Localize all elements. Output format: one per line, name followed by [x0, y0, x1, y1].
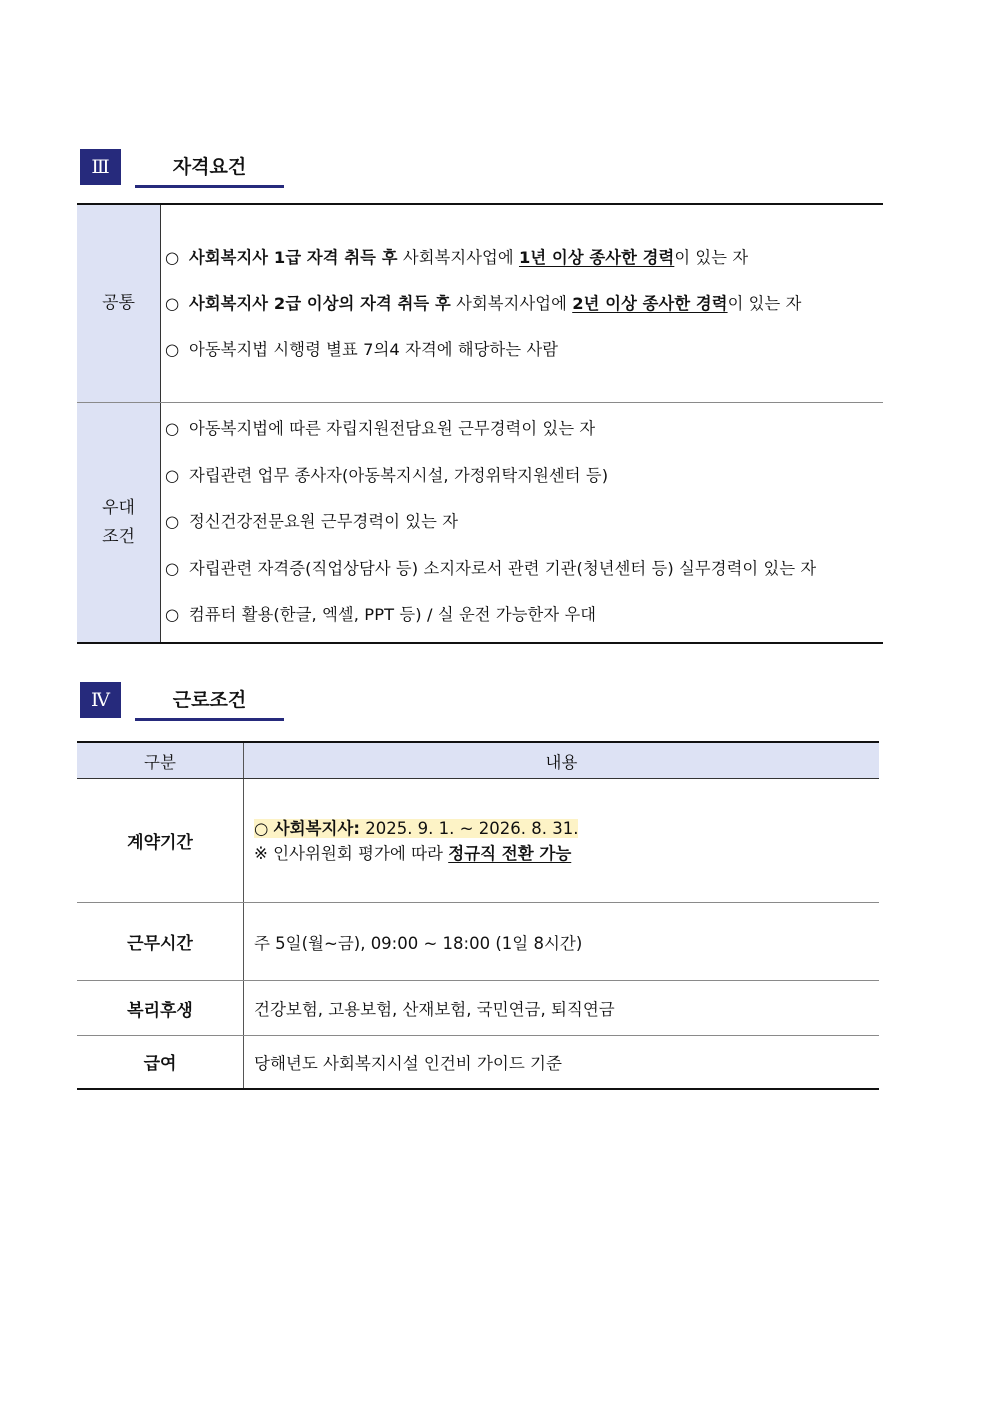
section-3-number: Ⅲ: [80, 149, 121, 185]
underlined-text: 2년 이상 종사한 경력: [572, 293, 728, 313]
circle-bullet-icon: ○: [165, 605, 180, 625]
plain-text: 아동복지법 시행령 별표 7의4 자격에 해당하는 사람: [189, 339, 559, 359]
contract-label: 계약기간: [77, 779, 244, 903]
section-3-title: 자격요건: [135, 149, 284, 188]
plain-text: 사회복지사업에: [397, 247, 519, 267]
welfare-label: 복리후생: [77, 981, 244, 1036]
list-item: [165, 499, 883, 545]
contract-role: 사회복지사:: [273, 818, 360, 838]
header-category: 구분: [77, 742, 244, 779]
strong-text: 사회복지사 2급 이상의 자격 취득 후: [189, 293, 451, 313]
list-item: [165, 327, 883, 373]
plain-text: 아동복지법에 따른 자립지원전담요원 근무경력이 있는 자: [189, 419, 596, 439]
contract-note-line: [254, 841, 879, 866]
strong-text: 사회복지사 1급 자격 취득 후: [189, 247, 398, 267]
preferred-content: [161, 403, 884, 644]
preferred-label: [77, 403, 161, 644]
circle-bullet-icon: ○: [254, 818, 269, 838]
plain-text: 이 있는 자: [674, 247, 749, 267]
plain-text: 이 있는 자: [727, 293, 802, 313]
list-item: [165, 546, 883, 592]
salary-content: 당해년도 사회복지시설 인건비 가이드 기준: [254, 1053, 562, 1073]
highlighted-period: [254, 819, 578, 838]
contract-period: 2025. 9. 1. ~ 2026. 8. 31.: [359, 818, 579, 838]
circle-bullet-icon: ○: [165, 465, 180, 485]
plain-text: 정신건강전문요원 근무경력이 있는 자: [189, 512, 459, 532]
table-row: [77, 1036, 879, 1089]
list-item: [165, 281, 883, 327]
plain-text: 사회복지사업에: [450, 293, 573, 313]
underlined-text: 1년 이상 종사한 경력: [518, 247, 675, 267]
qualification-row-preferred: [77, 403, 883, 644]
common-list: [161, 235, 883, 373]
circle-bullet-icon: ○: [165, 247, 180, 267]
list-item: [165, 406, 883, 452]
table-row: [77, 903, 879, 981]
contract-period-line: [254, 816, 879, 841]
table-row: [77, 981, 879, 1036]
list-item: [165, 592, 883, 638]
reference-mark-icon: ※: [254, 843, 268, 863]
hours-label: 근무시간: [77, 903, 244, 981]
note-text: 인사위원회 평가에 따라: [267, 843, 449, 863]
circle-bullet-icon: ○: [165, 293, 180, 313]
list-item: [165, 235, 883, 281]
contract-content: [244, 779, 880, 903]
list-item: [165, 453, 883, 499]
table-row: [77, 779, 879, 903]
table-header-row: [77, 742, 879, 779]
common-label: 공통: [77, 204, 161, 403]
welfare-content: 건강보험, 고용보험, 산재보험, 국민연금, 퇴직연금: [244, 981, 880, 1036]
plain-text: 컴퓨터 활용(한글, 엑셀, PPT 등) / 실 운전 가능한자 우대: [189, 605, 597, 625]
header-content: 내용: [244, 742, 880, 779]
section-4-title: 근로조건: [135, 682, 284, 721]
circle-bullet-icon: ○: [165, 419, 180, 439]
hours-content: 주 5일(월~금), 09:00 ~ 18:00 (1일 8시간): [244, 903, 880, 981]
work-conditions-table: [77, 741, 879, 1090]
preferred-list: [161, 406, 883, 638]
common-content: [161, 204, 884, 403]
preferred-label-line1: 우대: [102, 497, 135, 518]
circle-bullet-icon: ○: [165, 339, 180, 359]
salary-label: 급여: [77, 1036, 244, 1089]
section-4-number: Ⅳ: [80, 682, 121, 718]
circle-bullet-icon: ○: [165, 512, 180, 532]
qualification-table: [77, 203, 883, 644]
circle-bullet-icon: ○: [165, 558, 180, 578]
plain-text: 자립관련 자격증(직업상담사 등) 소지자로서 관련 기관(청년센터 등) 실무경력이 있는 자: [189, 558, 817, 578]
note-strong: 정규직 전환 가능: [448, 843, 572, 863]
plain-text: 자립관련 업무 종사자(아동복지시설, 가정위탁지원센터 등): [189, 465, 609, 485]
qualification-row-common: [77, 204, 883, 403]
preferred-label-line2: 조건: [102, 526, 135, 547]
